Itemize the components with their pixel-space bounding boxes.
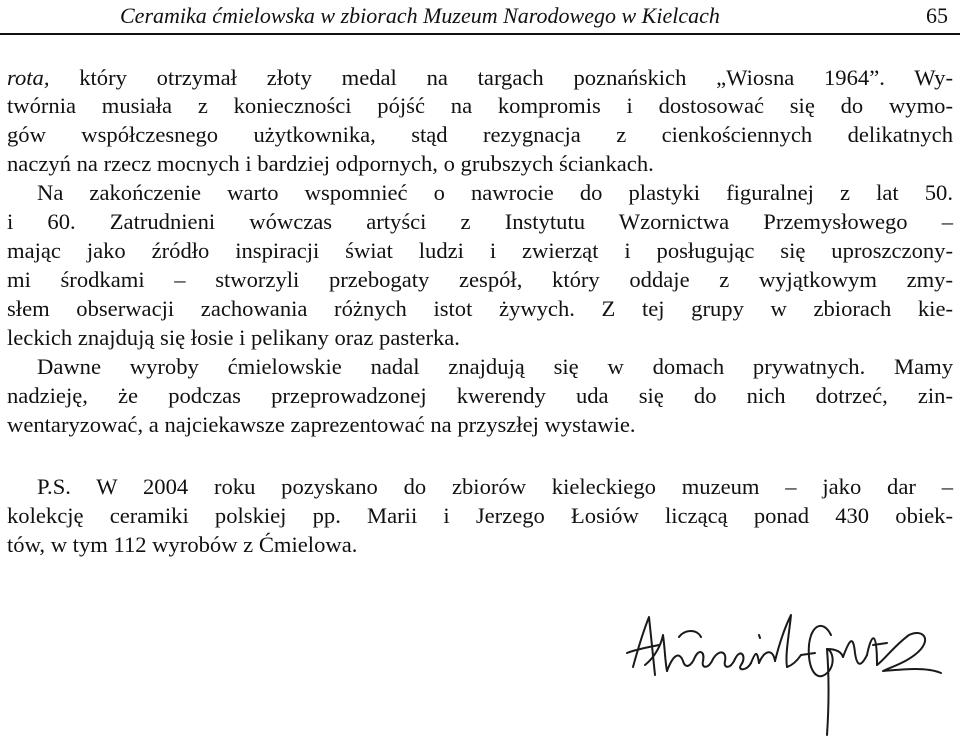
postscript-line: tów, w tym 112 wyrobów z Ćmielowa. <box>7 532 358 557</box>
body-line: mając jako źródło inspiracji świat ludzi i zwierząt i posługując się uproszczony- <box>7 238 953 263</box>
postscript-line: P.S. W 2004 roku pozyskano do zbiorów kieleckiego muzeum – jako dar – <box>37 474 953 499</box>
handwritten-signature-icon <box>615 605 945 745</box>
body-line: i 60. Zatrudnieni wówczas artyści z Instytutu Wzornictwa Przemysłowego – <box>7 209 953 234</box>
body-line: słem obserwacji zachowania różnych istot żywych. Z tej grupy w zbiorach kie- <box>7 296 953 321</box>
body-line <box>7 64 953 91</box>
body-line: mi środkami – stworzyli przebogaty zespół, który oddaje z wyjątkowym zmy- <box>7 267 953 292</box>
page-number: 65 <box>926 3 948 28</box>
postscript-line: kolekcję ceramiki polskiej pp. Marii i Jerzego Łosiów liczącą ponad 430 obiek- <box>7 503 953 528</box>
body-line: nadzieję, że podczas przeprowadzonej kwerendy uda się do nich dotrzeć, zin- <box>7 383 953 408</box>
body-line: naczyń na rzecz mocnych i bardziej odpornych, o grubszych ściankach. <box>7 151 654 176</box>
body-line: wentaryzować, a najciekawsze zaprezentować na przyszłej wystawie. <box>7 412 636 437</box>
body-line: Na zakończenie warto wspomnieć o nawrocie do plastyki figuralnej z lat 50. <box>37 180 953 205</box>
body-line-text: który otrzymał złoty medal na targach poznańskich „Wiosna 1964”. Wy- <box>49 65 953 90</box>
body-line: gów współczesnego użytkownika, stąd rezygnacja z cienkościennych delikatnych <box>7 122 953 147</box>
body-line: twórnia musiała z konieczności pójść na kompromis i dostosować się do wymo- <box>7 93 953 118</box>
running-header-title: Ceramika ćmielowska w zbiorach Muzeum Narodowego w Kielcach <box>120 3 720 28</box>
body-line: Dawne wyroby ćmielowskie nadal znajdują się w domach prywatnych. Mamy <box>37 354 953 379</box>
body-line: leckich znajdują się łosie i pelikany oraz pasterka. <box>7 325 460 350</box>
italic-lead-word: rota, <box>7 65 50 90</box>
running-header <box>0 0 960 35</box>
